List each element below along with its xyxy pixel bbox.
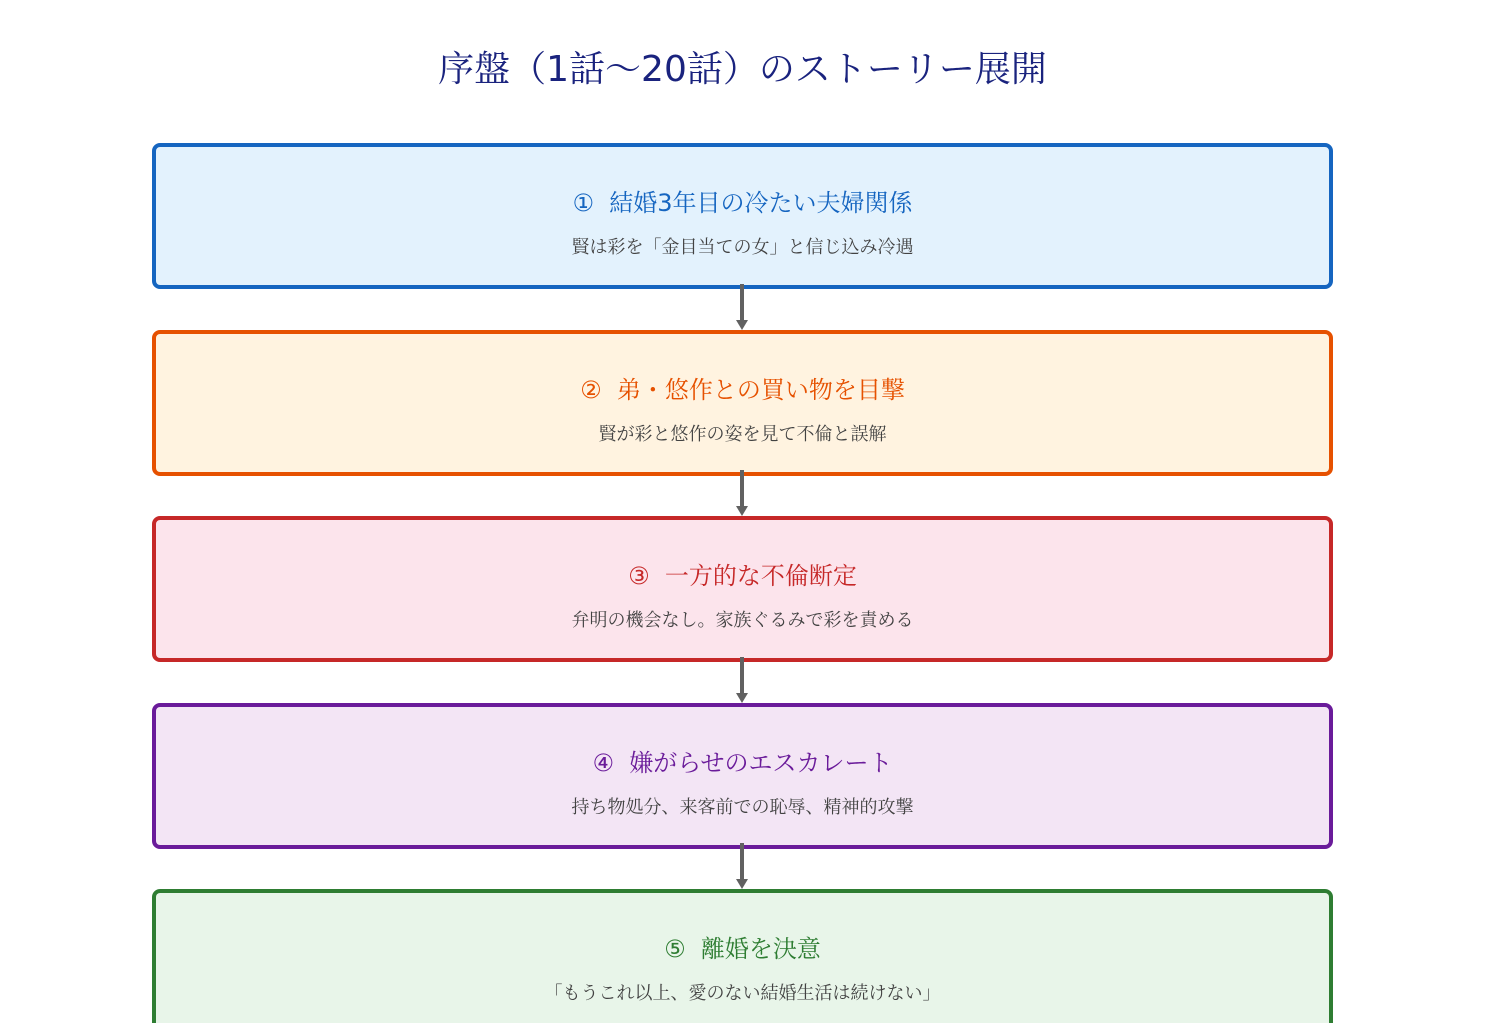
page-title: 序盤（1話〜20話）のストーリー展開 (438, 49, 1047, 90)
step-2-number: ② (580, 376, 602, 404)
step-5-number: ⑤ (664, 935, 686, 963)
step-5-description: 「もうこれ以上、愛のない結婚生活は続けない」 (544, 983, 941, 1004)
step-5-title-text: 離婚を決意 (700, 935, 821, 963)
step-4-box (152, 703, 1333, 849)
step-2-title (156, 372, 1329, 408)
step-4-number: ④ (592, 749, 614, 777)
step-3-title (156, 558, 1329, 594)
step-1-title (156, 185, 1329, 221)
step-1-box (152, 143, 1333, 289)
arrow-2-to-3 (736, 470, 748, 518)
step-1-number: ① (572, 189, 594, 217)
step-4-title-text: 嫌がらせのエスカレート (629, 749, 893, 777)
step-3-title-text: 一方的な不倫断定 (664, 562, 857, 590)
step-4-title (156, 745, 1329, 781)
step-1-title-text: 結婚3年目の冷たい夫婦関係 (609, 189, 913, 217)
step-3-number: ③ (628, 562, 650, 590)
step-5-title (156, 931, 1329, 967)
step-2-box (152, 330, 1333, 476)
arrow-1-to-2 (736, 284, 748, 332)
step-3-description: 弁明の機会なし。家族ぐるみで彩を責める (571, 610, 914, 631)
step-4-description: 持ち物処分、来客前での恥辱、精神的攻撃 (571, 797, 914, 818)
step-1-description: 賢は彩を「金目当ての女」と信じ込み冷遇 (571, 237, 914, 258)
arrow-4-to-5 (736, 843, 748, 891)
step-2-description: 賢が彩と悠作の姿を見て不倫と誤解 (598, 424, 887, 445)
step-5-box (152, 889, 1333, 1023)
step-2-title-text: 弟・悠作との買い物を目撃 (616, 376, 905, 404)
step-3-box (152, 516, 1333, 662)
arrow-3-to-4 (736, 657, 748, 705)
